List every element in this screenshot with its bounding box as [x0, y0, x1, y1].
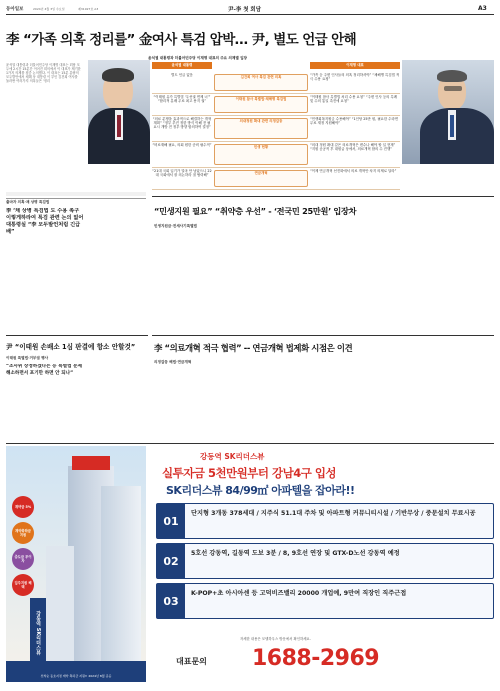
sidebar-body-1 [6, 252, 84, 332]
table-row [152, 141, 400, 168]
photo-caption-left [6, 192, 146, 196]
ad-footer-note: 자세한 내용은 모델하우스 방문에서 확인하세요. [240, 637, 311, 641]
issue-date: 2024년 4월 3일 수요일 [33, 7, 65, 11]
article4-body [154, 368, 494, 440]
article2-headline: “민생지원 필요” “취약층 우선” - ‘전국민 25만원’ 입장차 [154, 206, 357, 216]
table-header-left: 윤석열 대통령 [152, 62, 212, 69]
ad-point-number: 03 [157, 584, 185, 618]
ad-point-text: 단지형 3개동 378세대 / 지주식 51.1대 주차 및 아파트형 커뮤니티시설 / 기반무상 / 중문설치 무료시공 [191, 510, 476, 517]
ad-point-number: 01 [157, 504, 185, 538]
ad-brand: 강동역 SK리더스뷰 [200, 452, 265, 461]
table-row [152, 93, 400, 116]
article3-body [6, 395, 148, 440]
ad-title-2: SK리더스뷰 84/99㎡ 아파텔을 잡아라!! [166, 484, 355, 497]
ad-point-text: 5호선 강동역, 길동역 도보 3분 / 8, 9호선 연장 및 GTX-D노선 강동역 예정 [191, 550, 400, 557]
table-cell-right: “이태원 참사 특별법 처리 수용 요청” “주변 인사 등의 특례 및 수의 통일 촉진에 요청” [310, 95, 398, 103]
ad-point [156, 583, 494, 619]
article2-body [154, 232, 494, 328]
article3-subsection: 이태원 특별법·거부권 행사 [6, 356, 49, 360]
sidebar-body-2 [88, 198, 148, 332]
table-cell-left: “비료재해 필요, 의회 원한 준비 필수적” [152, 143, 212, 147]
opposition-leader-photo [402, 60, 494, 164]
ad-vertical-brand: 강동역 SK리더스뷰 [30, 598, 46, 668]
table-cell-topic: 연금개혁 [214, 170, 308, 187]
ad-phone[interactable]: 1688-2969 [252, 646, 380, 671]
ad-point [156, 543, 494, 579]
table-cell-right: “민생회복지원금 수용해야” “1인당 25만 원, 필요한 수라면 무료 재정 지원해야” [310, 117, 399, 125]
table-row [152, 115, 400, 142]
table-cell-topic: 김건희 여사 특검 관련 의혹 [214, 74, 308, 91]
stance-table [152, 62, 400, 192]
ad-benefit-badge: 입주지원 혜택 [12, 574, 34, 596]
main-headline: 李 “가족 의혹 정리를” 金여사 특검 압박… 尹, 별도 언급 안해 [6, 32, 357, 48]
ad-benefit-badge: 중도금 무이자 [12, 548, 34, 570]
table-title: 윤석열 대통령과 더불어민주당 이재명 대표의 주요 의제별 입장 [148, 56, 248, 60]
main-lead: 윤석열 대통령과 더불어민주당 이재명 대표는 회담 모두에 2시간 15분간 이어진 회의에서 이 대표가 제기한 1가지 의제를 집중 논의했다. 이 대표는 15분 분량의 모두발언에서 채해 상 대통령 이 부인 김건희 여사를 둘러싼 여러가지 의혹들은 '정리 [6, 63, 81, 84]
table-cell-left: 별도 언급 없음 [171, 73, 193, 77]
ad-rep-label: 대표문의 [176, 657, 207, 666]
section-title: 尹-李 첫 회담 [228, 7, 262, 13]
ad-point [156, 503, 494, 539]
article4-headline: 李 “의료개혁 적극 협력” -- 연금개혁 법제화 시점은 이견 [154, 343, 353, 353]
article3-headline: 尹 “이태원 손배소 1심 판결에 항소 안할것” [6, 343, 136, 351]
article2-subsection: 민생지원금·전세사기특별법 [154, 224, 198, 228]
table-cell-right: “가족 등 주변 인사들의 의혹 정리하셔야” “채해병 특검법 적극 수용 요청” [310, 73, 400, 81]
ad-bottom-banner: 선착순 동호지정 계약 축하금 지원!! 2024년 8월 준공 [40, 674, 112, 678]
table-cell-left: “21대 국회 입기가 얼마 안 남았으니 22대 국회에서 잘 의논하라 절 협력해” [152, 169, 212, 177]
table-cell-left: “의료 분쟁을 효과적으로 해결하는 개혁계획” “정부 추진 정한 방식 이해 전 필요시 개방 전 정부 방향 합의하여 결정” [152, 117, 212, 129]
ad-benefit-badge: 계약금 5% [12, 496, 34, 518]
ad-title-1: 실투자금 5천만원부터 강남4구 입성 [162, 466, 337, 480]
table-cell-right: “이제 연금개혁 선진화에서 의료 개혁안 차지 의제로 달라” [310, 169, 397, 173]
table-cell-topic: 민생 현황 [214, 144, 308, 165]
president-photo [88, 60, 150, 164]
ad-point-text: K-POP+초 아시아센 등 고덕비즈밸리 20000 개업예, 9만여 직장인 직주근접 [191, 590, 407, 597]
table-cell-topic: 이태원 참사 특별법·채해병 특검법 [214, 96, 308, 113]
paper-name: 동아일보 [6, 7, 24, 12]
page-number: A3 [478, 5, 487, 12]
table-cell-right: “의대 정원 확대 같은 의료개혁은 변수나 해야 할 일 현재” “지원 공공적 후 대원급 상에서, 의료개혁 합의 수 진행” [310, 143, 396, 151]
ad-benefit-badge: 계약축하금 지원 [12, 522, 34, 544]
issue-number: 제31927호 A3 [78, 7, 99, 11]
header-rule [6, 14, 494, 15]
article3-quote: “조사위 상정하겠다는 등 특별법 문제 해소하면서 포기만 하면 안 되나” [6, 364, 82, 376]
sidebar-kicker: 출마자 의혹·채 상병 특검법 [6, 200, 50, 204]
article4-subsection: 의정갈등 해법·연금개혁 [154, 360, 192, 364]
table-header-right: 이재명 대표 [310, 62, 400, 69]
table-cell-left: “이태원 유가 특별법 ‘우선권 면제 너’” “합리적 분배 무료 최고 용지 권” [153, 95, 211, 103]
table-cell-topic: 의대정원 확대 관련 의정갈등 [214, 118, 308, 139]
ad-point-number: 02 [157, 544, 185, 578]
table-row [152, 167, 400, 190]
table-row [152, 71, 400, 94]
sidebar-headline: 李 ‘채 상병 특검법 도 수용 촉구 이렇게하라여 특검 관련 논의 없어 대통령실 “李 모두발언처럼 긴급배” [6, 208, 84, 235]
